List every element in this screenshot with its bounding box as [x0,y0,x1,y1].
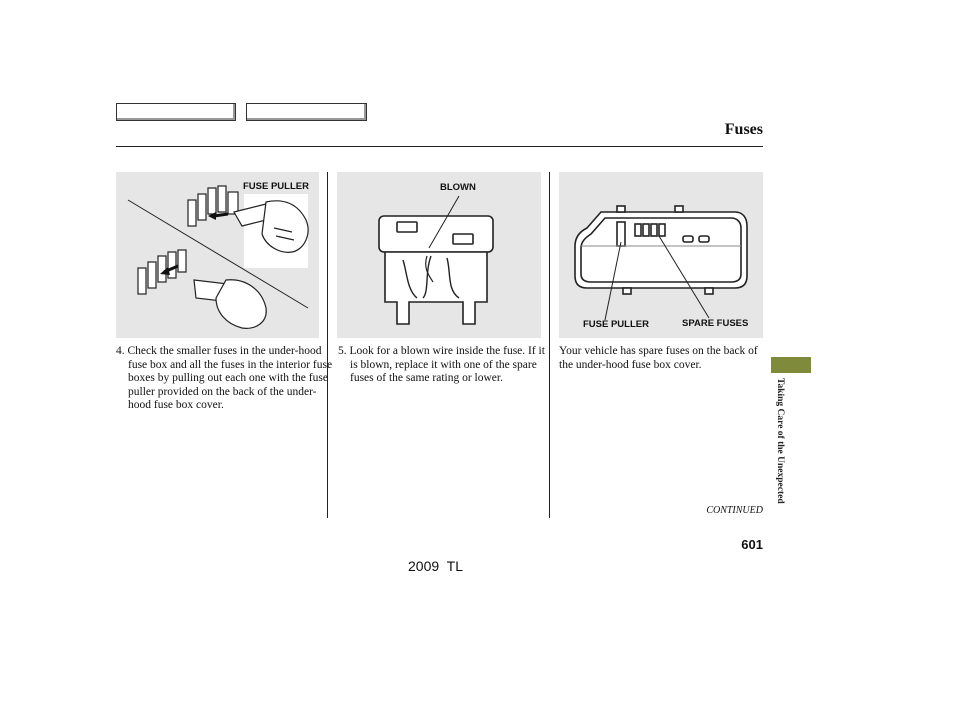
footer-model: 2009 TL [408,558,464,574]
callout-fuse-puller: FUSE PULLER [243,181,309,192]
step-5-text: 5. Look for a blown wire inside the fuse. If it is blown, replace it with one of the spare fuses of the same rating or lower. [338,345,545,384]
title-divider [116,146,763,147]
nav-box-1[interactable] [116,103,236,121]
section-label: Taking Care of the Unexpected [775,378,785,504]
figure-blown-fuse [337,172,541,338]
figure-fuse-box-cover [559,172,763,338]
page-number: 601 [741,537,763,552]
figure-fuse-puller [116,172,319,338]
section-tab[interactable] [771,357,811,373]
callout-blown: BLOWN [440,182,476,193]
callout-fuse-puller-2: FUSE PULLER [583,319,649,330]
spare-fuses-text: Your vehicle has spare fuses on the back of the under-hood fuse box cover. [559,345,758,371]
callout-spare-fuses: SPARE FUSES [682,318,749,329]
continued-label: CONTINUED [706,505,763,516]
blown-fuse-illustration-icon [337,172,541,338]
nav-box-2[interactable] [246,103,367,121]
step-4-text: 4. Check the smaller fuses in the under-hood fuse box and all the fuses in the interior fuse boxes by pulling out each one with the fuse puller provided on the back of the under-hood fuse box cover. [116,345,333,411]
fuse-puller-illustration-icon [116,172,319,338]
page-title: Fuses [724,121,763,138]
fuse-box-cover-illustration-icon [559,172,763,338]
